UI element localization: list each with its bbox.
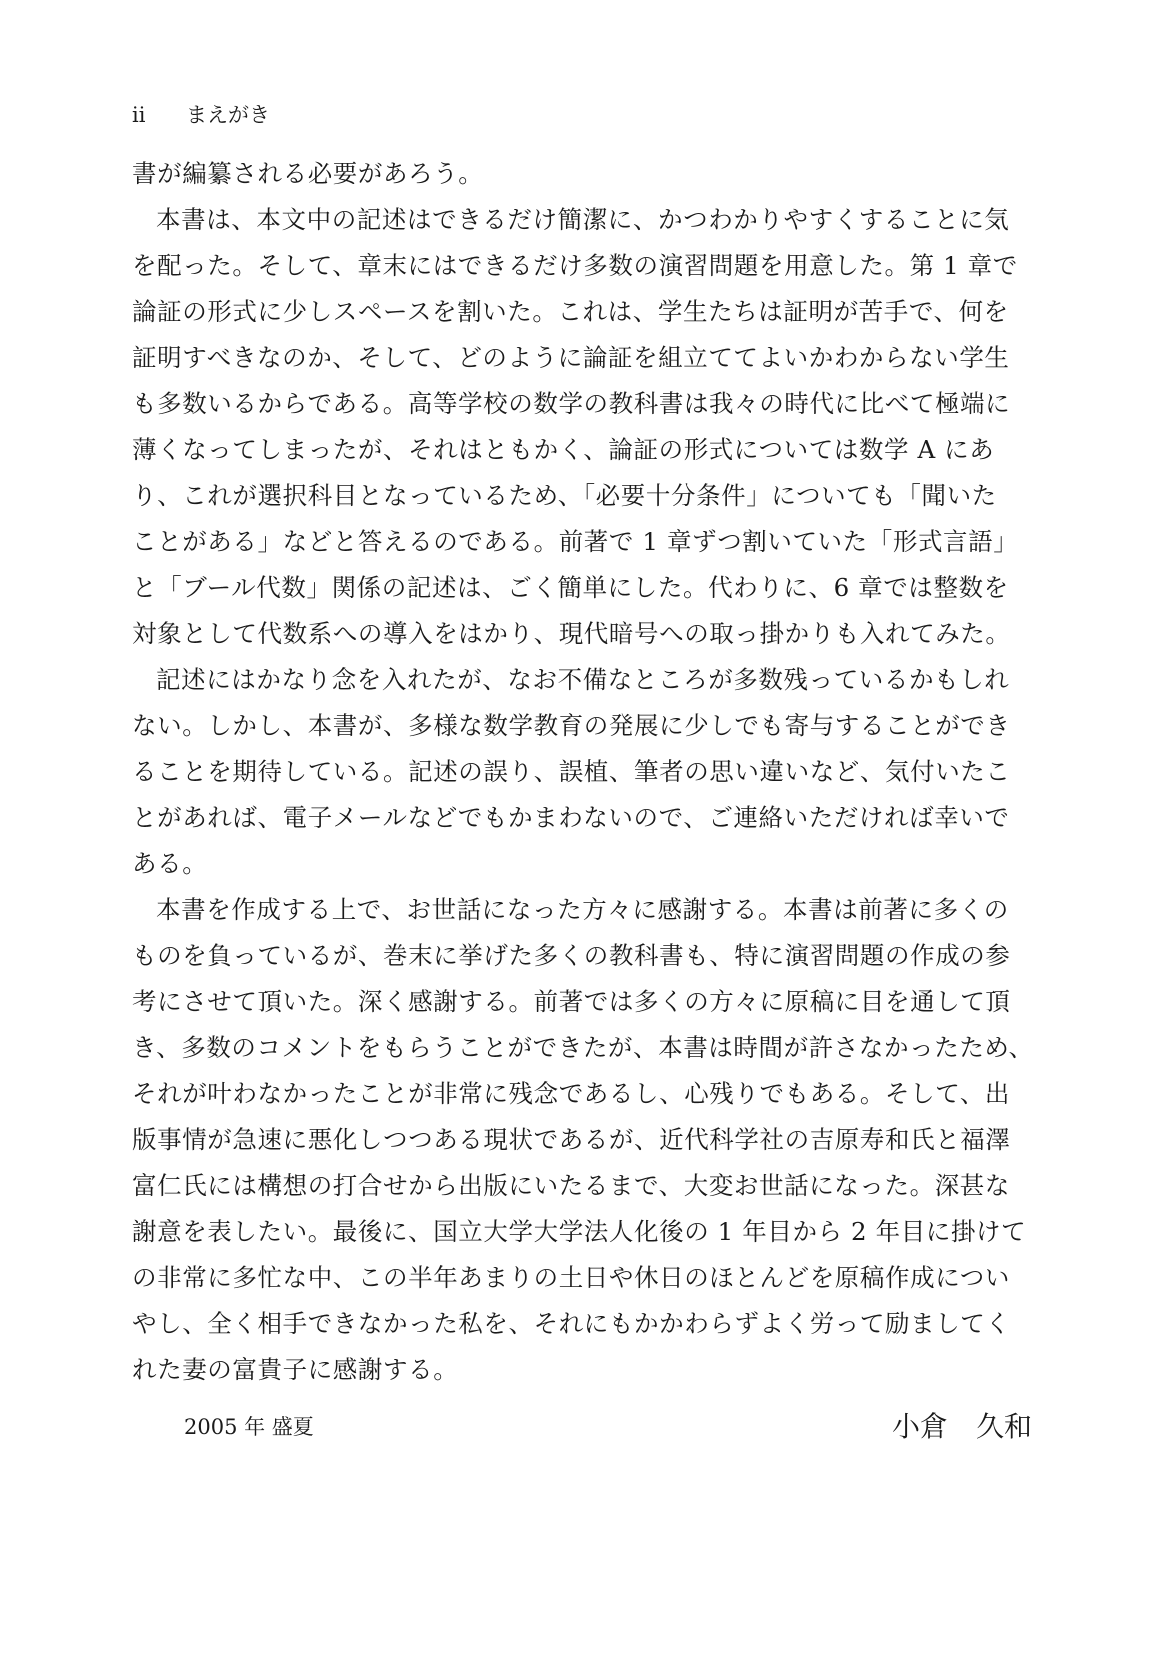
text-line: 薄くなってしまったが、それはともかく、論証の形式については数学 A にあ: [132, 435, 995, 464]
text-line: と「ブール代数」関係の記述は、ごく簡単にした。代わりに、6 章では整数を: [132, 573, 1009, 602]
text-line: も多数いるからである。高等学校の数学の教科書は我々の時代に比べて極端に: [132, 389, 1011, 418]
text-line: 記述にはかなり念を入れたが、なお不備なところが多数残っているかもしれ: [156, 665, 1010, 694]
text-line: れた妻の富貴子に感謝する。: [132, 1355, 459, 1384]
text-line: 版事情が急速に悪化しつつある現状であるが、近代科学社の吉原寿和氏と福澤: [132, 1125, 1011, 1154]
text-line: 富仁氏には構想の打合せから出版にいたるまで、大変お世話になった。深甚な: [132, 1171, 1011, 1200]
running-head: [132, 101, 270, 129]
text-line: 論証の形式に少しスペースを割いた。これは、学生たちは証明が苦手で、何を: [132, 297, 1009, 326]
date-line: 2005 年 盛夏: [184, 1415, 314, 1439]
text-line: それが叶わなかったことが非常に残念であるし、心残りでもある。そして、出: [132, 1079, 1011, 1108]
text-line: ない。しかし、本書が、多様な数学教育の発展に少しでも寄与することができ: [132, 711, 1011, 740]
text-line: 証明すべきなのか、そして、どのように論証を組立ててよいかわからない学生: [132, 343, 1010, 372]
text-line: ある。: [132, 849, 208, 878]
author-name: 小倉 久和: [891, 1410, 1032, 1443]
body-text: [132, 151, 1032, 1393]
text-line: 本書は、本文中の記述はできるだけ簡潔に、かつわかりやすくすることに気: [156, 205, 1010, 234]
text-line: ることを期待している。記述の誤り、誤植、筆者の思い違いなど、気付いたこ: [132, 757, 1011, 786]
text-line: ことがある」などと答えるのである。前著で 1 章ずつ割いていた「形式言語」: [132, 527, 1019, 556]
text-line: 謝意を表したい。最後に、国立大学大学法人化後の 1 年目から 2 年目に掛けて: [132, 1217, 1027, 1246]
text-line: の非常に多忙な中、この半年あまりの土日や休日のほとんどを原稿作成につい: [132, 1263, 1011, 1292]
text-line: き、多数のコメントをもらうことができたが、本書は時間が許さなかったため、: [132, 1033, 1034, 1062]
text-line: を配った。そして、章末にはできるだけ多数の演習問題を用意した。第 1 章で: [132, 251, 1018, 280]
text-line: やし、全く相手できなかった私を、それにもかかわらずよく労って励ましてく: [132, 1309, 1011, 1338]
text-line: り、これが選択科目となっているため、「必要十分条件」についても「聞いた: [132, 481, 997, 510]
closing-signature: [132, 1405, 1032, 1445]
text-line: 書が編纂される必要があろう。: [132, 159, 484, 188]
text-line: ものを負っているが、巻末に挙げた多くの教科書も、特に演習問題の作成の参: [132, 941, 1011, 970]
section-title: まえがき: [186, 103, 270, 127]
page-number: ii: [132, 103, 146, 127]
text-line: 本書を作成する上で、お世話になった方々に感謝する。本書は前著に多くの: [156, 895, 1009, 924]
text-line: 対象として代数系への導入をはかり、現代暗号への取っ掛かりも入れてみた。: [132, 619, 1011, 648]
text-line: とがあれば、電子メールなどでもかまわないので、ご連絡いただければ幸いで: [132, 803, 1010, 832]
text-line: 考にさせて頂いた。深く感謝する。前著では多くの方々に原稿に目を通して頂: [132, 987, 1011, 1016]
